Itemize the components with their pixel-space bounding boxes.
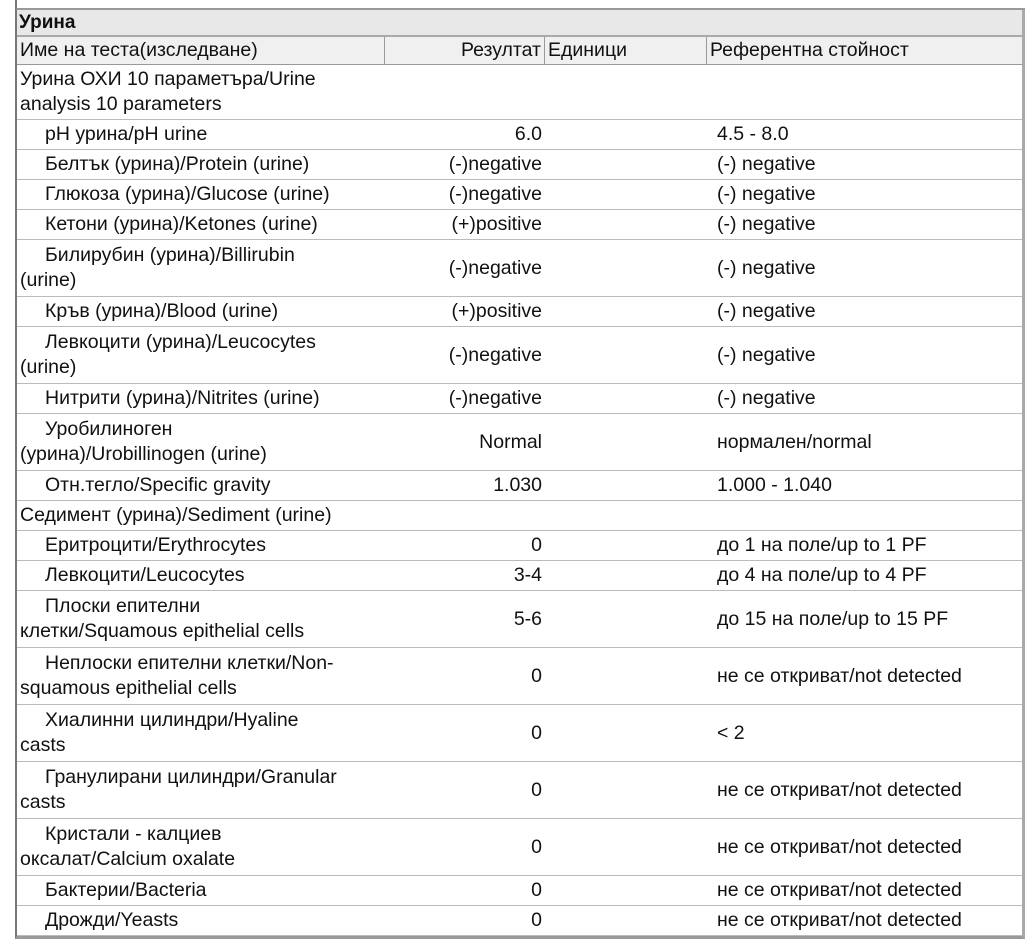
table-row: [17, 906, 1022, 936]
test-units: [545, 591, 707, 647]
test-reference: не се откриват/not detected: [717, 835, 962, 858]
test-units: [545, 297, 707, 326]
test-units: [545, 210, 707, 239]
test-name: Глюкоза (урина)/Glucose (urine): [45, 183, 330, 205]
test-result: (-)negative: [448, 387, 542, 409]
test-reference: не се откриват/not detected: [717, 909, 962, 931]
test-result: 3-4: [513, 564, 542, 586]
test-name: Отн.тегло/Specific gravity: [45, 474, 271, 496]
table-row: [17, 705, 1022, 762]
test-reference: до 15 на поле/up to 15 PF: [717, 607, 949, 630]
test-reference: нормален/normal: [717, 430, 872, 453]
test-result: (-)negative: [448, 183, 542, 205]
test-name: Нитрити (урина)/Nitrites (urine): [45, 387, 320, 409]
test-name: Кръв (урина)/Blood (urine): [45, 300, 279, 322]
table-row: [17, 876, 1022, 906]
test-reference: не се откриват/not detected: [717, 778, 962, 801]
test-reference: до 1 на поле/up to 1 PF: [717, 534, 927, 556]
test-name: Бактерии/Bacteria: [45, 879, 207, 901]
test-name: Билирубин (урина)/Billirubin (urine): [20, 244, 295, 291]
group-row: [17, 65, 1022, 120]
test-result: (-)negative: [448, 153, 542, 175]
group-title: Урина ОХИ 10 параметъра/Urine analysis 10 parameters: [20, 68, 316, 115]
test-result: (-)negative: [448, 343, 542, 366]
group-row: [17, 501, 1022, 531]
table-row: [17, 327, 1022, 384]
test-result: 0: [531, 778, 542, 801]
test-name: pH урина/pH urine: [45, 123, 208, 145]
test-result: 5-6: [513, 607, 542, 630]
test-units: [545, 180, 707, 209]
test-units: [545, 120, 707, 149]
table-row: [17, 414, 1022, 471]
test-units: [545, 384, 707, 413]
test-result: (+)positive: [451, 300, 542, 322]
test-name: Гранулирани цилиндри/Granular casts: [20, 766, 337, 813]
test-reference: не се откриват/not detected: [717, 664, 962, 687]
table-row: [17, 120, 1022, 150]
table-row: [17, 591, 1022, 648]
table-row: [17, 180, 1022, 210]
table-row: [17, 648, 1022, 705]
header-reference: Референтна стойност: [710, 39, 909, 61]
test-units: [545, 531, 707, 560]
test-name: Уробилиноген (урина)/Urobillinogen (urine): [20, 418, 267, 465]
header-test-name: Име на теста(изследване): [17, 37, 385, 64]
section-title: Урина: [17, 10, 1022, 37]
test-name: Левкоцити (урина)/Leucocytes (urine): [20, 331, 316, 378]
test-result: 0: [531, 879, 542, 901]
table-row: [17, 819, 1022, 876]
test-units: [545, 150, 707, 179]
test-result: 1.030: [493, 474, 542, 496]
test-name: Кристали - калциев оксалат/Calcium oxalate: [20, 823, 236, 870]
test-reference: (-) negative: [717, 387, 816, 409]
test-units: [545, 705, 707, 761]
urine-results-table: [15, 10, 1025, 939]
table-row: [17, 297, 1022, 327]
table-row: [17, 561, 1022, 591]
group-title: Седимент (урина)/Sediment (urine): [20, 504, 332, 526]
test-reference: (-) negative: [717, 183, 816, 205]
table-row: [17, 210, 1022, 240]
test-name: Белтък (урина)/Protein (urine): [45, 153, 310, 175]
test-result: 0: [531, 721, 542, 744]
test-reference: < 2: [717, 721, 745, 744]
test-units: [545, 561, 707, 590]
test-name: Кетони (урина)/Ketones (urine): [45, 213, 318, 235]
test-units: [545, 648, 707, 704]
test-reference: (-) negative: [717, 300, 816, 322]
test-name: Дрожди/Yeasts: [45, 909, 179, 931]
table-row: [17, 384, 1022, 414]
table-row: [17, 762, 1022, 819]
test-result: (+)positive: [451, 213, 542, 235]
test-reference: 4.5 - 8.0: [717, 123, 789, 145]
test-result: Normal: [479, 430, 542, 453]
test-units: [545, 819, 707, 875]
test-reference: (-) negative: [717, 153, 816, 175]
test-reference: 1.000 - 1.040: [717, 474, 832, 496]
test-result: (-)negative: [448, 256, 542, 279]
test-reference: (-) negative: [717, 256, 816, 279]
test-units: [545, 240, 707, 296]
test-name: Еритроцити/Erythrocytes: [45, 534, 267, 556]
table-row: [17, 240, 1022, 297]
test-units: [545, 414, 707, 470]
test-name: Хиалинни цилиндри/Hyaline casts: [20, 709, 299, 756]
test-name: Левкоцити/Leucocytes: [45, 564, 245, 586]
test-reference: (-) negative: [717, 213, 816, 235]
test-units: [545, 471, 707, 500]
table-row: [17, 531, 1022, 561]
test-units: [545, 762, 707, 818]
test-units: [545, 327, 707, 383]
test-result: 0: [531, 909, 542, 931]
table-header-row: [17, 37, 1022, 65]
test-units: [545, 876, 707, 905]
test-reference: не се откриват/not detected: [717, 879, 962, 901]
header-units: Единици: [545, 37, 707, 64]
test-result: 0: [531, 835, 542, 858]
test-result: 6.0: [514, 123, 542, 145]
test-reference: (-) negative: [717, 343, 816, 366]
test-name: Плоски епителни клетки/Squamous epithelial cells: [20, 595, 305, 642]
table-row: [17, 471, 1022, 501]
test-reference: до 4 на поле/up to 4 PF: [717, 564, 927, 586]
table-row: [17, 150, 1022, 180]
test-units: [545, 906, 707, 935]
test-result: 0: [531, 664, 542, 687]
test-result: 0: [531, 534, 542, 556]
test-name: Неплоски епителни клетки/Non- squamous epithelial cells: [20, 652, 334, 699]
header-result: Резултат: [385, 37, 545, 64]
